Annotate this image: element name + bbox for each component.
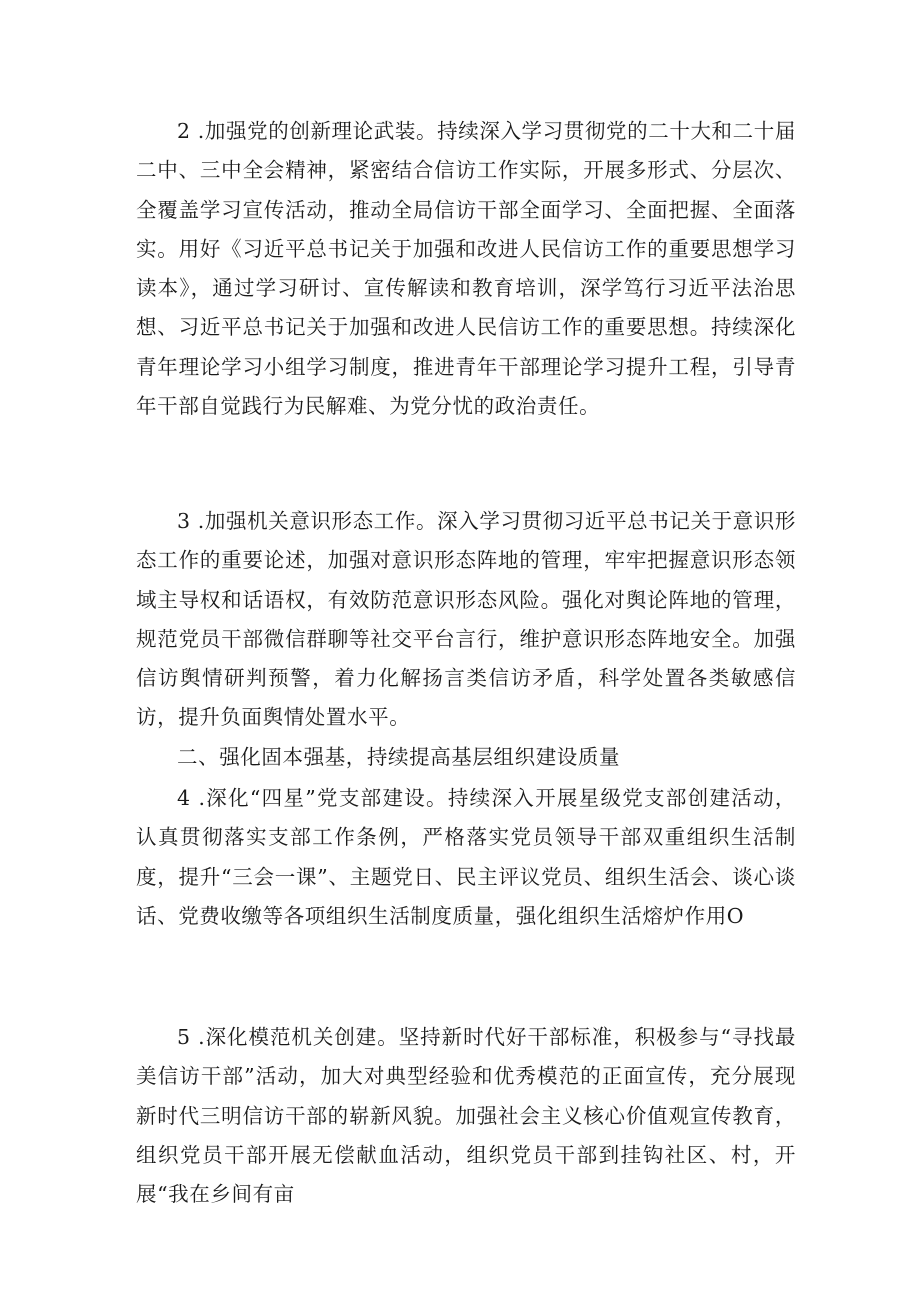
section-heading-2: 二、强化固本强基，持续提高基层组织建设质量	[177, 745, 621, 769]
paragraph-item-4: 4 .深化“四星”党支部建设。持续深入开展星级党支部创建活动，认真贯彻落实支部工作条例，严格落实党员领导干部双重组织生活制度，提升“三会一课”、主题党日、民主评议党员、组织生活会、谈心谈话、党费收缴等各项组织生活制度质量，强化组织生活熔炉作用O	[136, 786, 796, 928]
paragraph-item-3: 3 .加强机关意识形态工作。深入学习贯彻习近平总书记关于意识形态工作的重要论述，加强对意识形态阵地的管理，牢牢把握意识形态领域主导权和话语权，有效防范意识形态风险。强化对舆论阵地的管理，规范党员干部微信群聊等社交平台言行，维护意识形态阵地安全。加强信访舆情研判预警，着力化解扬言类信访矛盾，科学处置各类敏感信访，提升负面舆情处置水平。	[136, 509, 796, 730]
paragraph-item-2: 2 .加强党的创新理论武装。持续深入学习贯彻党的二十大和二十届二中、三中全会精神，紧密结合信访工作实际，开展多形式、分层次、全覆盖学习宣传活动，推动全局信访干部全面学习、全面把握、全面落实。用好《习近平总书记关于加强和改进人民信访工作的重要思想学习读本》，通过学习研讨、宣传解读和教育培训，深学笃行习近平法治思想、习近平总书记关于加强和改进人民信访工作的重要思想。持续深化青年理论学习小组学习制度，推进青年干部理论学习提升工程，引导青年干部自觉践行为民解难、为党分忧的政治责任。	[136, 119, 796, 419]
paragraph-item-5: 5 .深化模范机关创建。坚持新时代好干部标准，积极参与“寻找最美信访干部”活动，加大对典型经验和优秀模范的正面宣传，充分展现新时代三明信访干部的崭新风貌。加强社会主义核心价值观宣传教育，组织党员干部开展无偿献血活动，组织党员干部到挂钩社区、村，开展“我在乡间有亩	[136, 1025, 796, 1207]
